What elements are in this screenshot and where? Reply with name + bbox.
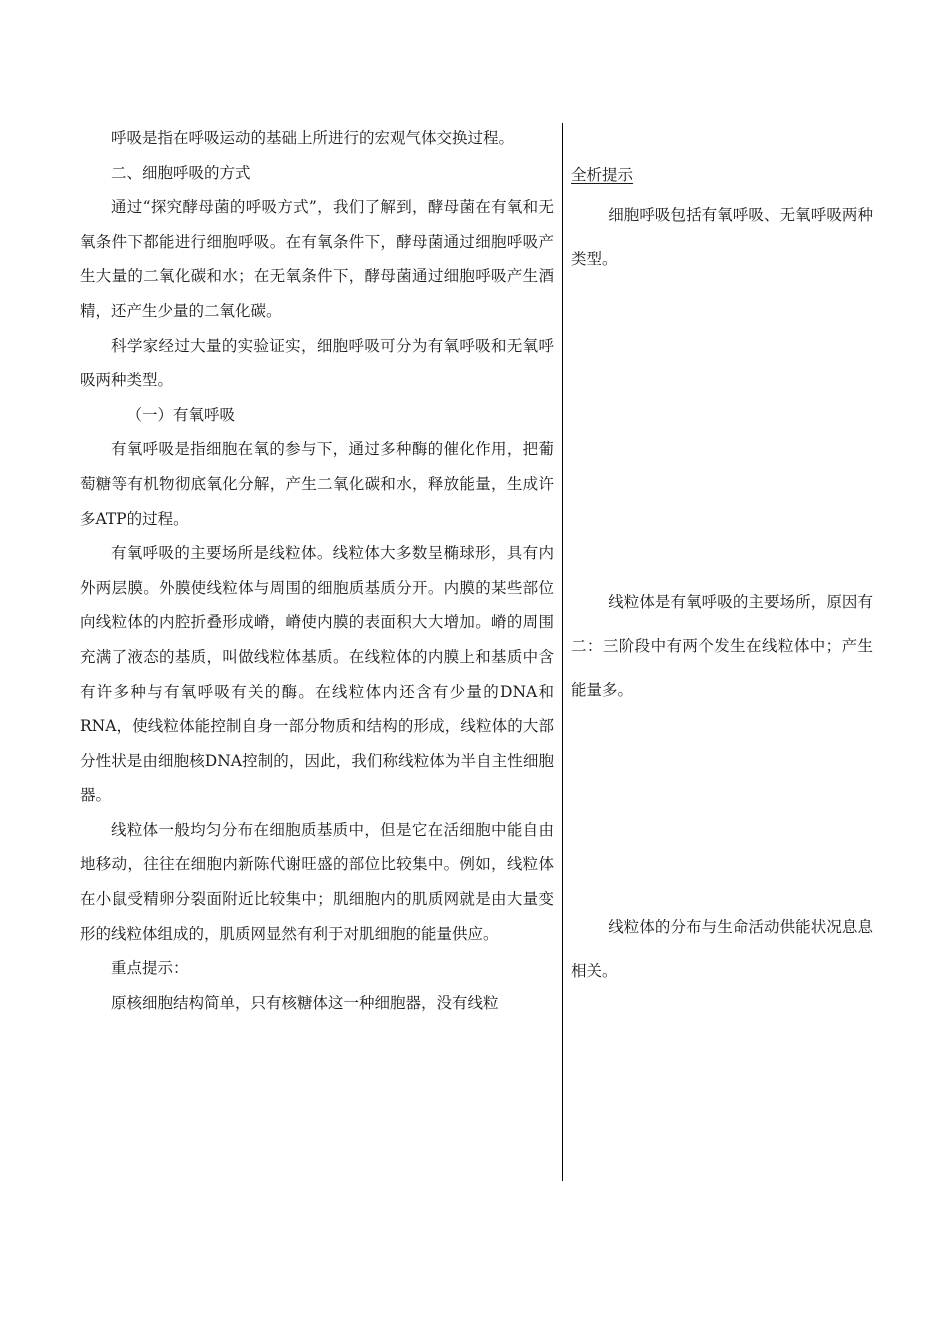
paragraph-prokaryote-note: 原核细胞结构简单，只有核糖体这一种细胞器，没有线粒 [111, 993, 499, 1012]
paragraph-mitochondria-distribution: 线粒体一般均匀分布在细胞质基质中，但是它在活细胞中能自由地移动，往往在细胞内新陈代谢旺盛的部位比较集中。例如，线粒体在小鼠受精卵分裂面附近比较集中；肌细胞内的肌质网就是由大量变形的线粒体组成的，肌质网显然有利于对肌细胞的能量供应。 [80, 820, 554, 943]
side-note-respiration-types [571, 193, 873, 281]
paragraph-respiration-definition: 呼吸是指在呼吸运动的基础上所进行的宏观气体交换过程。 [111, 129, 515, 147]
paragraph-mitochondria-structure: 有氧呼吸的主要场所是线粒体。线粒体大多数呈椭球形，具有内外两层膜。外膜使线粒体与周围的细胞质基质分开。内膜的某些部位向线粒体的内腔折叠形成嵴，嵴使内膜的表面积大大增加。嵴的周围充满了液态的基质，叫做线粒体基质。在线粒体的内膜上和基质中含有许多种与有氧呼吸有关的酶。在线粒体内还含有少量的DNA和RNA，使线粒体能控制自身一部分物质和结构的形成，线粒体的大部分性状是由细胞核DNA控制的，因此，我们称线粒体为半自主性细胞器。 [80, 544, 554, 805]
side-note-mitochondria-distribution [571, 905, 873, 993]
main-text-column [80, 121, 554, 1020]
side-note-text: 线粒体是有氧呼吸的主要场所，原因有二：三阶段中有两个发生在线粒体中；产生能量多。 [571, 593, 873, 699]
section-heading-respiration-modes: 二、细胞呼吸的方式 [111, 163, 251, 182]
column-divider [562, 123, 563, 1181]
subsection-heading-aerobic: （一）有氧呼吸 [126, 405, 236, 424]
paragraph-respiration-types: 科学家经过大量的实验证实，细胞呼吸可分为有氧呼吸和无氧呼吸两种类型。 [80, 336, 554, 390]
side-note-mitochondria-site [571, 580, 873, 712]
paragraph-aerobic-definition: 有氧呼吸是指细胞在氧的参与下，通过多种酶的催化作用，把葡萄糖等有机物彻底氧化分解，产生二氧化碳和水，释放能量，生成许多ATP的过程。 [80, 440, 554, 528]
paragraph-yeast-experiment: 通过“探究酵母菌的呼吸方式”，我们了解到，酵母菌在有氧和无氧条件下都能进行细胞呼吸。在有氧条件下，酵母菌通过细胞呼吸产生大量的二氧化碳和水；在无氧条件下，酵母菌通过细胞呼吸产生酒精，还产生少量的二氧化碳。 [80, 198, 554, 320]
side-note-text: 细胞呼吸包括有氧呼吸、无氧呼吸两种类型。 [571, 206, 873, 268]
key-point-heading: 重点提示： [111, 959, 189, 978]
side-notes-title: 全析提示 [571, 166, 634, 184]
side-note-text: 线粒体的分布与生命活动供能状况息息相关。 [571, 918, 873, 980]
